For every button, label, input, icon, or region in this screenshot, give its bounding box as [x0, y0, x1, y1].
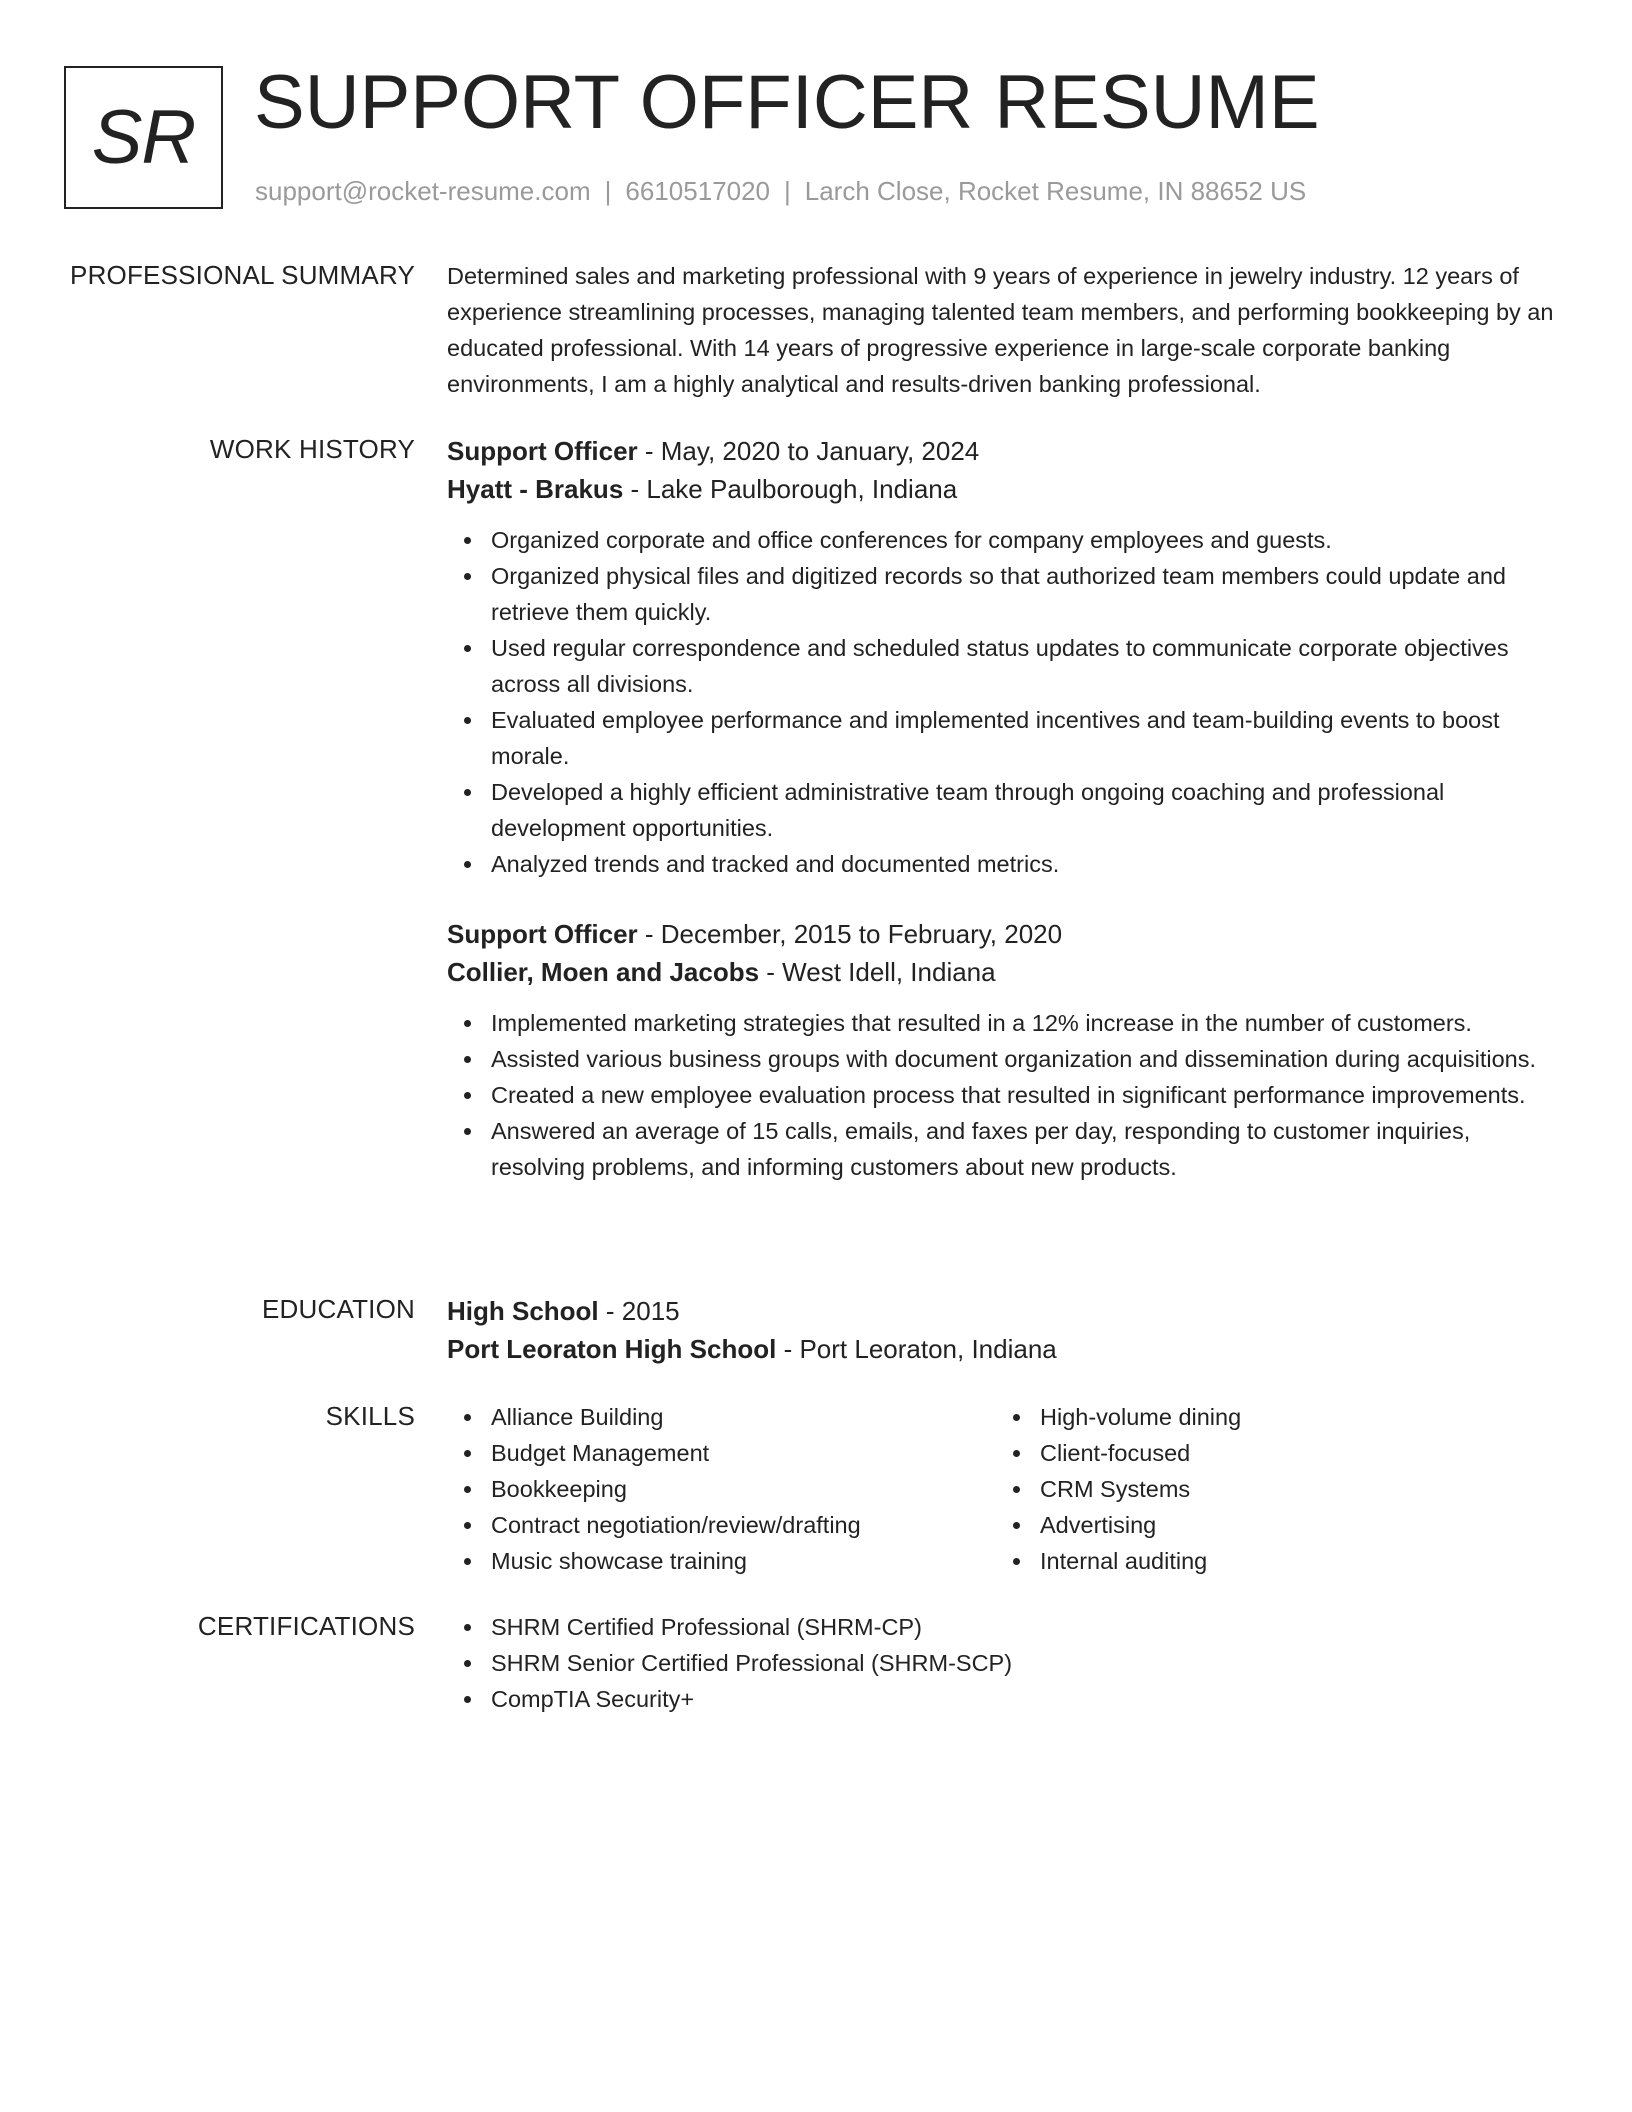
skill-item: Client-focused [996, 1435, 1496, 1471]
skill-item: Advertising [996, 1507, 1496, 1543]
contact-separator: | [784, 176, 791, 206]
certification-item: CompTIA Security+ [447, 1681, 1562, 1717]
summary-text: Determined sales and marketing professional with 9 years of experience in jewelry industry. 12 years of experience streamlining processes, managing talented team members, and performing bookkeeping by an educated professional. With 14 years of progressive experience in large-scale corporate banking environments, I am a highly analytical and results-driven banking professional. [447, 263, 1554, 397]
job-title: Support Officer [447, 436, 638, 466]
job-bullet: Developed a highly efficient administrative team through ongoing coaching and professional development opportunities. [447, 774, 1562, 846]
section-heading-summary: PROFESSIONAL SUMMARY [70, 260, 415, 290]
contact-phone[interactable]: 6610517020 [625, 176, 770, 206]
job-bullet: Answered an average of 15 calls, emails, and faxes per day, responding to customer inquiries, resolving problems, and informing customers about new products. [447, 1113, 1562, 1185]
skills-list-right [996, 1399, 1496, 1579]
skills-list-left [447, 1399, 996, 1579]
resume-title: SUPPORT OFFICER RESUME [254, 60, 1320, 145]
job-bullet: Implemented marketing strategies that resulted in a 12% increase in the number of customers. [447, 1005, 1562, 1041]
job-entry [447, 915, 1562, 1185]
education-degree-line [447, 1292, 1562, 1330]
education-school: Port Leoraton High School [447, 1334, 777, 1364]
skills-columns [447, 1399, 1562, 1579]
skill-item: Bookkeeping [447, 1471, 996, 1507]
job-company: Hyatt - Brakus [447, 474, 624, 504]
job-bullet: Evaluated employee performance and implemented incentives and team-building events to boost morale. [447, 702, 1562, 774]
job-title-line [447, 915, 1562, 953]
skill-item: Music showcase training [447, 1543, 996, 1579]
job-bullet: Analyzed trends and tracked and documented metrics. [447, 846, 1562, 882]
education-location: - Port Leoraton, Indiana [776, 1334, 1057, 1364]
job-bullets [447, 1005, 1562, 1185]
certification-item: SHRM Certified Professional (SHRM-CP) [447, 1609, 1562, 1645]
certification-item: SHRM Senior Certified Professional (SHRM-SCP) [447, 1645, 1562, 1681]
work-history-body [447, 432, 1562, 1185]
contact-address: Larch Close, Rocket Resume, IN 88652 US [804, 176, 1307, 206]
skills-body [447, 1399, 1562, 1579]
skill-item: Alliance Building [447, 1399, 996, 1435]
section-heading-education: EDUCATION [262, 1294, 415, 1324]
job-bullet: Used regular correspondence and scheduled status updates to communicate corporate objectives across all divisions. [447, 630, 1562, 702]
job-title: Support Officer [447, 919, 638, 949]
job-location: - Lake Paulborough, Indiana [623, 474, 958, 504]
job-bullet: Assisted various business groups with document organization and dissemination during acquisitions. [447, 1041, 1562, 1077]
monogram-initials: SR [91, 95, 196, 180]
section-heading-skills: SKILLS [325, 1401, 415, 1431]
job-location: - West Idell, Indiana [759, 957, 996, 987]
job-dates: - December, 2015 to February, 2020 [637, 919, 1063, 949]
contact-line [255, 174, 1306, 208]
job-company-line [447, 470, 1562, 508]
education-degree: High School [447, 1296, 599, 1326]
section-heading-certifications: CERTIFICATIONS [197, 1611, 415, 1641]
job-bullet: Organized corporate and office conferences for company employees and guests. [447, 522, 1562, 558]
certifications-list [447, 1609, 1562, 1717]
skill-item: CRM Systems [996, 1471, 1496, 1507]
certifications-body [447, 1609, 1562, 1717]
monogram-box [64, 66, 223, 209]
job-title-line [447, 432, 1562, 470]
education-school-line [447, 1330, 1562, 1368]
skill-item: Internal auditing [996, 1543, 1496, 1579]
job-bullet: Created a new employee evaluation process that resulted in significant performance improvements. [447, 1077, 1562, 1113]
skill-item: Contract negotiation/review/drafting [447, 1507, 996, 1543]
education-body [447, 1292, 1562, 1368]
summary-body [447, 258, 1562, 402]
job-bullet: Organized physical files and digitized records so that authorized team members could update and retrieve them quickly. [447, 558, 1562, 630]
job-entry [447, 432, 1562, 882]
job-bullets [447, 522, 1562, 882]
job-company-line [447, 953, 1562, 991]
section-heading-work-history: WORK HISTORY [209, 434, 415, 464]
skill-item: Budget Management [447, 1435, 996, 1471]
contact-separator: | [604, 176, 612, 206]
contact-email[interactable]: support@rocket-resume.com [255, 176, 591, 206]
job-company: Collier, Moen and Jacobs [447, 957, 760, 987]
education-year: - 2015 [598, 1296, 680, 1326]
job-dates: - May, 2020 to January, 2024 [637, 436, 980, 466]
skill-item: High-volume dining [996, 1399, 1496, 1435]
